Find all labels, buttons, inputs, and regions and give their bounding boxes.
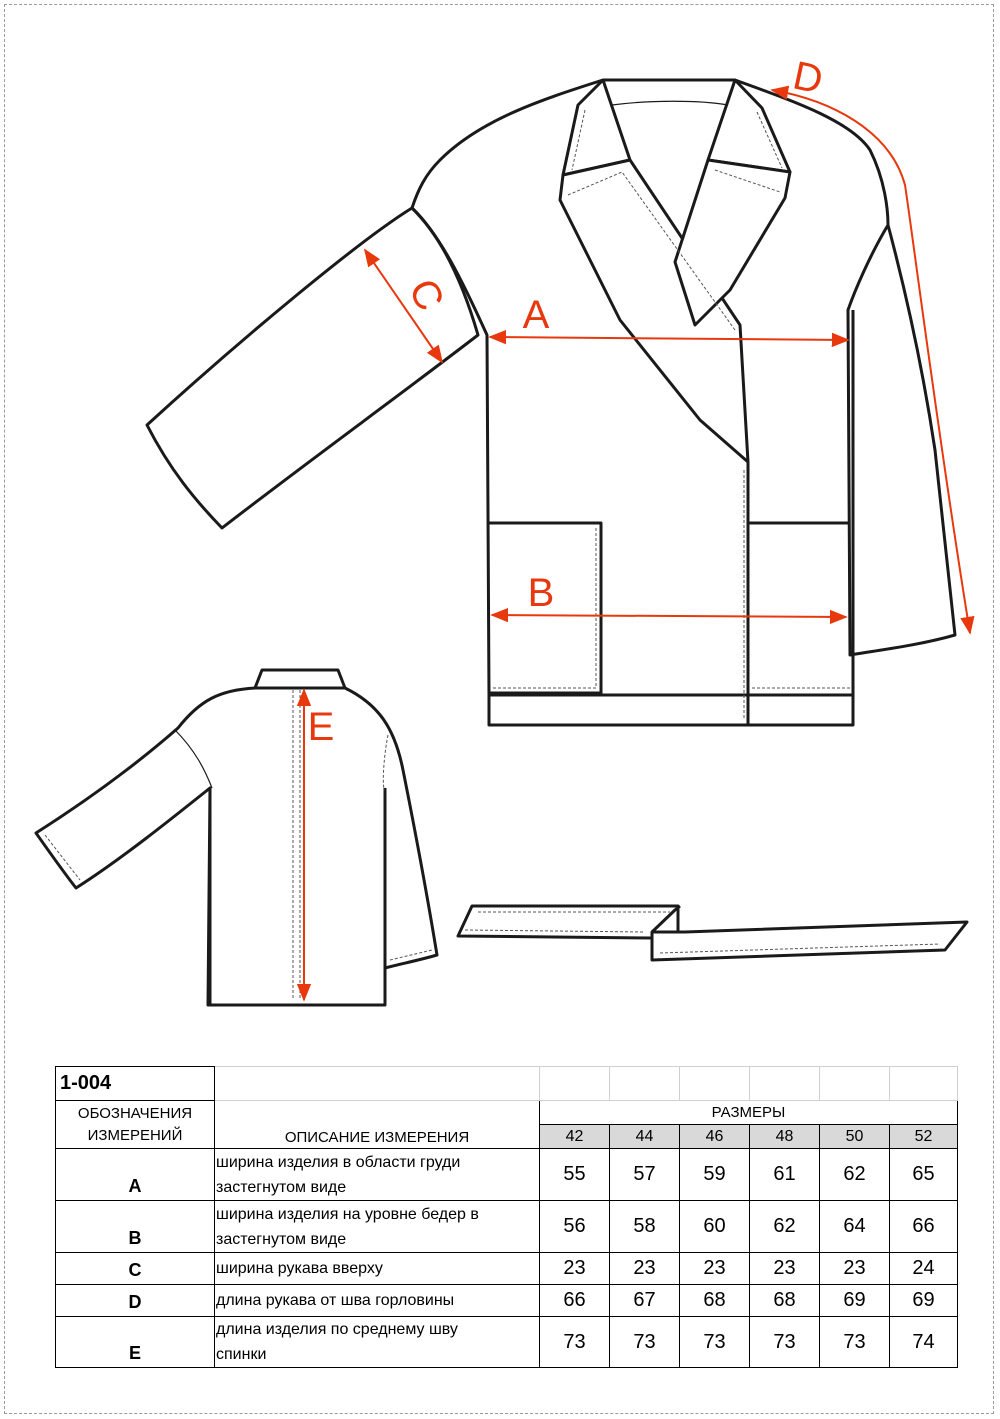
value-cell: 58	[610, 1201, 680, 1253]
size-label: 46	[680, 1125, 750, 1149]
size-label: 50	[820, 1125, 890, 1149]
label-a: A	[522, 293, 550, 337]
value-cell: 69	[890, 1285, 958, 1317]
table-row	[56, 1149, 958, 1201]
header-sizes: РАЗМЕРЫ	[540, 1101, 958, 1125]
size-label: 44	[610, 1125, 680, 1149]
jacket-back-view	[36, 670, 437, 1005]
value-cell: 59	[680, 1149, 750, 1201]
value-cell: 57	[610, 1149, 680, 1201]
measurement-letter: A	[56, 1149, 215, 1201]
value-cell: 69	[820, 1285, 890, 1317]
value-cell: 60	[680, 1201, 750, 1253]
label-e: E	[307, 705, 335, 749]
value-cell: 23	[820, 1253, 890, 1285]
value-cell: 24	[890, 1253, 958, 1285]
value-cell: 68	[750, 1285, 820, 1317]
value-cell: 73	[610, 1317, 680, 1368]
value-cell: 62	[820, 1149, 890, 1201]
table-row	[56, 1253, 958, 1285]
size-label: 42	[540, 1125, 610, 1149]
measurement-description: ширина изделия в области груди застегнутом виде	[215, 1149, 540, 1201]
value-cell: 67	[610, 1285, 680, 1317]
measurement-letter: E	[56, 1317, 215, 1368]
value-cell: 65	[890, 1149, 958, 1201]
label-b: B	[527, 571, 555, 615]
table-code-row	[56, 1067, 958, 1101]
table-header-row	[56, 1101, 958, 1125]
value-cell: 61	[750, 1149, 820, 1201]
measurement-letter: C	[56, 1253, 215, 1285]
table-row	[56, 1285, 958, 1317]
front-stitching	[492, 110, 850, 720]
measurement-letter: B	[56, 1201, 215, 1253]
value-cell: 73	[750, 1317, 820, 1368]
label-c: C	[400, 272, 453, 318]
value-cell: 66	[540, 1285, 610, 1317]
measurement-description: ширина изделия на уровне бедер в застегнутом виде	[215, 1201, 540, 1253]
value-cell: 74	[890, 1317, 958, 1368]
value-cell: 62	[750, 1201, 820, 1253]
header-description: ОПИСАНИЕ ИЗМЕРЕНИЯ	[215, 1101, 540, 1149]
value-cell: 73	[680, 1317, 750, 1368]
table-row	[56, 1201, 958, 1253]
size-label: 52	[890, 1125, 958, 1149]
value-cell: 23	[750, 1253, 820, 1285]
size-label: 48	[750, 1125, 820, 1149]
table-row	[56, 1317, 958, 1368]
size-chart-table	[55, 1066, 958, 1368]
value-cell: 73	[820, 1317, 890, 1368]
value-cell: 23	[680, 1253, 750, 1285]
value-cell: 66	[890, 1201, 958, 1253]
arrow-b	[492, 615, 846, 617]
model-code: 1-004	[56, 1067, 215, 1101]
belt-illustration	[458, 906, 967, 960]
measurement-letter: D	[56, 1285, 215, 1317]
value-cell: 55	[540, 1149, 610, 1201]
header-designations: ОБОЗНАЧЕНИЯ ИЗМЕРЕНИЙ	[56, 1101, 215, 1149]
back-sleeve-seam	[175, 730, 212, 788]
jacket-front-view	[147, 80, 955, 725]
value-cell: 73	[540, 1317, 610, 1368]
value-cell: 23	[610, 1253, 680, 1285]
measurement-description: длина рукава от шва горловины	[215, 1285, 540, 1317]
arrow-d	[772, 90, 970, 633]
label-d: D	[789, 53, 827, 103]
measurement-description: длина изделия по среднему шву спинки	[215, 1317, 540, 1368]
value-cell: 23	[540, 1253, 610, 1285]
value-cell: 64	[820, 1201, 890, 1253]
back-stitching	[45, 690, 432, 1000]
value-cell: 68	[680, 1285, 750, 1317]
measurement-description: ширина рукава вверху	[215, 1253, 540, 1285]
value-cell: 56	[540, 1201, 610, 1253]
